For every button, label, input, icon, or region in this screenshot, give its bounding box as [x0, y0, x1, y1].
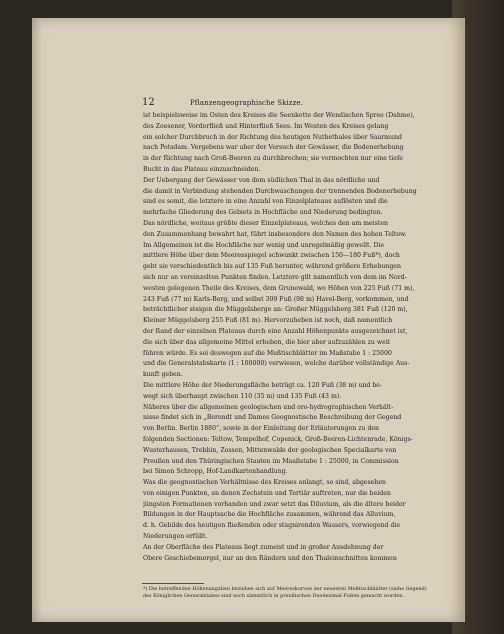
text-line: sich nur an vereinzelten Punkten finden. Letztere gilt namentlich von dem im Nord- — [143, 273, 407, 281]
text-line: Näheres über die allgemeinen geologischen und oro-hydrographischen Verhält- — [143, 403, 394, 411]
text-line: nisse findet sich in „Berendt und Dames Geognostische Beschreibung der Gegend — [143, 414, 402, 422]
text-line: der Rand der einzelnen Plateaus durch eine Anzahl Höhenpunkte ausgezeichnet ist, — [143, 327, 408, 335]
text-line: geht sie verschiedentlich bis auf 135 Fuß herunter, während größere Erhebungen — [143, 263, 401, 271]
running-head: Pflanzengeographische Skizze. — [190, 99, 303, 107]
text-line: Das nördliche, weitaus größte dieser Einzelplateaus, welches den am meisten — [143, 219, 388, 227]
text-line: Niederungen erfüllt. — [143, 533, 208, 541]
text-line: Obere Geschiebemergel, nur an den Rändern und den Thaleinschnitten kommen — [143, 554, 397, 562]
text-line: die damit in Verbindung stehenden Durchwaschungen der trennenden Bodenerhebung — [143, 187, 417, 195]
text-line: Wusterhausen, Trebbin, Zossen, Mittenwalde der geologischen Specialkarte von — [143, 446, 397, 454]
text-line: d. h. Gebilde des heutigen fließenden oder stagnirenden Wassers, vorwiegend die — [143, 522, 401, 530]
text-line: sind es somit, die letztere in eine Anzahl von Einzelplateaus auflösten und die — [143, 198, 388, 206]
text-line: beträchtlicher steigen die Müggelsberge an: Großer Müggelsberg 381 Fuß (120 m), — [143, 306, 408, 314]
text-line: von Berlin. Berlin 1880“, sowie in der Einleitung der Erläuterungen zu den — [143, 425, 380, 433]
text-line: den Zusammenhang bewahrt hat, führt insbesondere den Namen des hohen Teltow. — [143, 230, 407, 238]
text-line: führen würde. Es sei deswegen auf die Meßtischblätter im Maßstabe 1 : 25000 — [143, 349, 392, 357]
text-line: in der Richtung nach Groß-Beeren zu durchbrechen; sie vermochten nur eine tiefe — [143, 155, 403, 163]
text-line: Preußen und den Thüringischen Staaten im Maaßstabe 1 : 25000, in Commission — [143, 457, 399, 465]
text-line: des Zeesener, Vorderfließ und Hinterfließ Sees. Im Westen des Kreises gelang — [143, 122, 389, 130]
text-line: Was die geognostischen Verhältnisse des Kreises anlangt, so sind, abgesehen — [143, 479, 387, 487]
footnote — [143, 586, 443, 601]
text-line: Kleiner Müggelsberg 255 Fuß (81 m). Hervorzuheben ist noch, daß namentlich — [143, 317, 393, 325]
text-line: wegt sich überhaupt zwischen 110 (35 m) und 135 Fuß (43 m). — [143, 392, 342, 400]
text-line: An der Oberfläche des Plateaus liegt zumeist und in großer Ausdehnung der — [143, 543, 384, 551]
text-line: die sich über das allgemeine Mittel erheben, die hier aber aufzuzählen zu weit — [143, 338, 391, 346]
text-line: 243 Fuß (77 m) Karls-Berg, und selbst 309 Fuß (98 m) Havel-Berg, vorkommen, und — [143, 295, 409, 303]
text-line: mittlere Höhe über dem Meeresspiegel schwankt zwischen 150—180 Fuß*), doch — [143, 252, 400, 260]
text-line: Bildungen in der Hauptsache die Hochfläche zusammen, während das Alluvium, — [143, 511, 396, 519]
page-header — [142, 97, 442, 109]
page-gutter-shadow — [32, 18, 42, 622]
text-line: Der Uebergang der Gewässer von dem südlichen Thal in das nördliche und — [143, 176, 380, 184]
text-line: Im Allgemeinen ist die Hochfläche nur wenig und unregelmäßig gewellt. Die — [143, 241, 385, 249]
text-line: kunft geben. — [143, 371, 183, 379]
text-line: westen gelegenen Theile des Kreises, dem Grunewald, wo Höhen von 225 Fuß (71 m), — [143, 284, 415, 292]
footnote-line: *) Die betreffenden Höhenangaben beziehen sich auf Meereskurven der neuesten Meßtischblätter (siehe Gegend) — [143, 586, 427, 592]
text-line: bei Simon Schropp, Hof-Landkartenhandlung. — [143, 468, 288, 476]
text-line: ist beispielsweise im Osten des Kreises die Seenkette der Wendischen Spree (Dahme), — [143, 112, 415, 119]
text-line: ein solcher Durchbruch in der Richtung des heutigen Nuthethales über Saarmund — [143, 133, 402, 141]
text-line: von einigen Punkten, an denen Zechstein und Tertiär auftreten, nur die beiden — [143, 489, 391, 497]
footnote-divider — [142, 583, 204, 584]
footnote-line: des Königlichen Generalstabes sind noch sämmtlich in preußischen Duodezimal-Fußen gemacht worden. — [143, 593, 404, 600]
body-text — [143, 111, 443, 564]
text-line: Die mittlere Höhe der Niederungsfläche beträgt ca. 120 Fuß (38 m) und be- — [143, 381, 383, 389]
text-line: nach Potsdam. Vergebens war aber der Versuch der Gewässer, die Bodenerhebung — [143, 144, 404, 152]
text-line: Bucht in das Plateau einzuschneiden. — [143, 165, 261, 173]
text-line: mehrfache Gliederung des Gebiets in Hochfläche und Niederung bedingten. — [143, 209, 383, 217]
page-number: 12 — [142, 97, 155, 108]
text-line: und die Generalstabskarte (1 : 100000) verwiesen, welche darüber vollständige Aus- — [143, 360, 410, 368]
text-line: jüngsten Formationen vorhanden und zwar setzt das Diluvium, als die ältere beider — [143, 500, 406, 508]
text-line: folgenden Sectionen: Teltow, Tempelhof, Copenick, Groß-Beeren-Lichtenrade, Königs- — [143, 435, 413, 443]
